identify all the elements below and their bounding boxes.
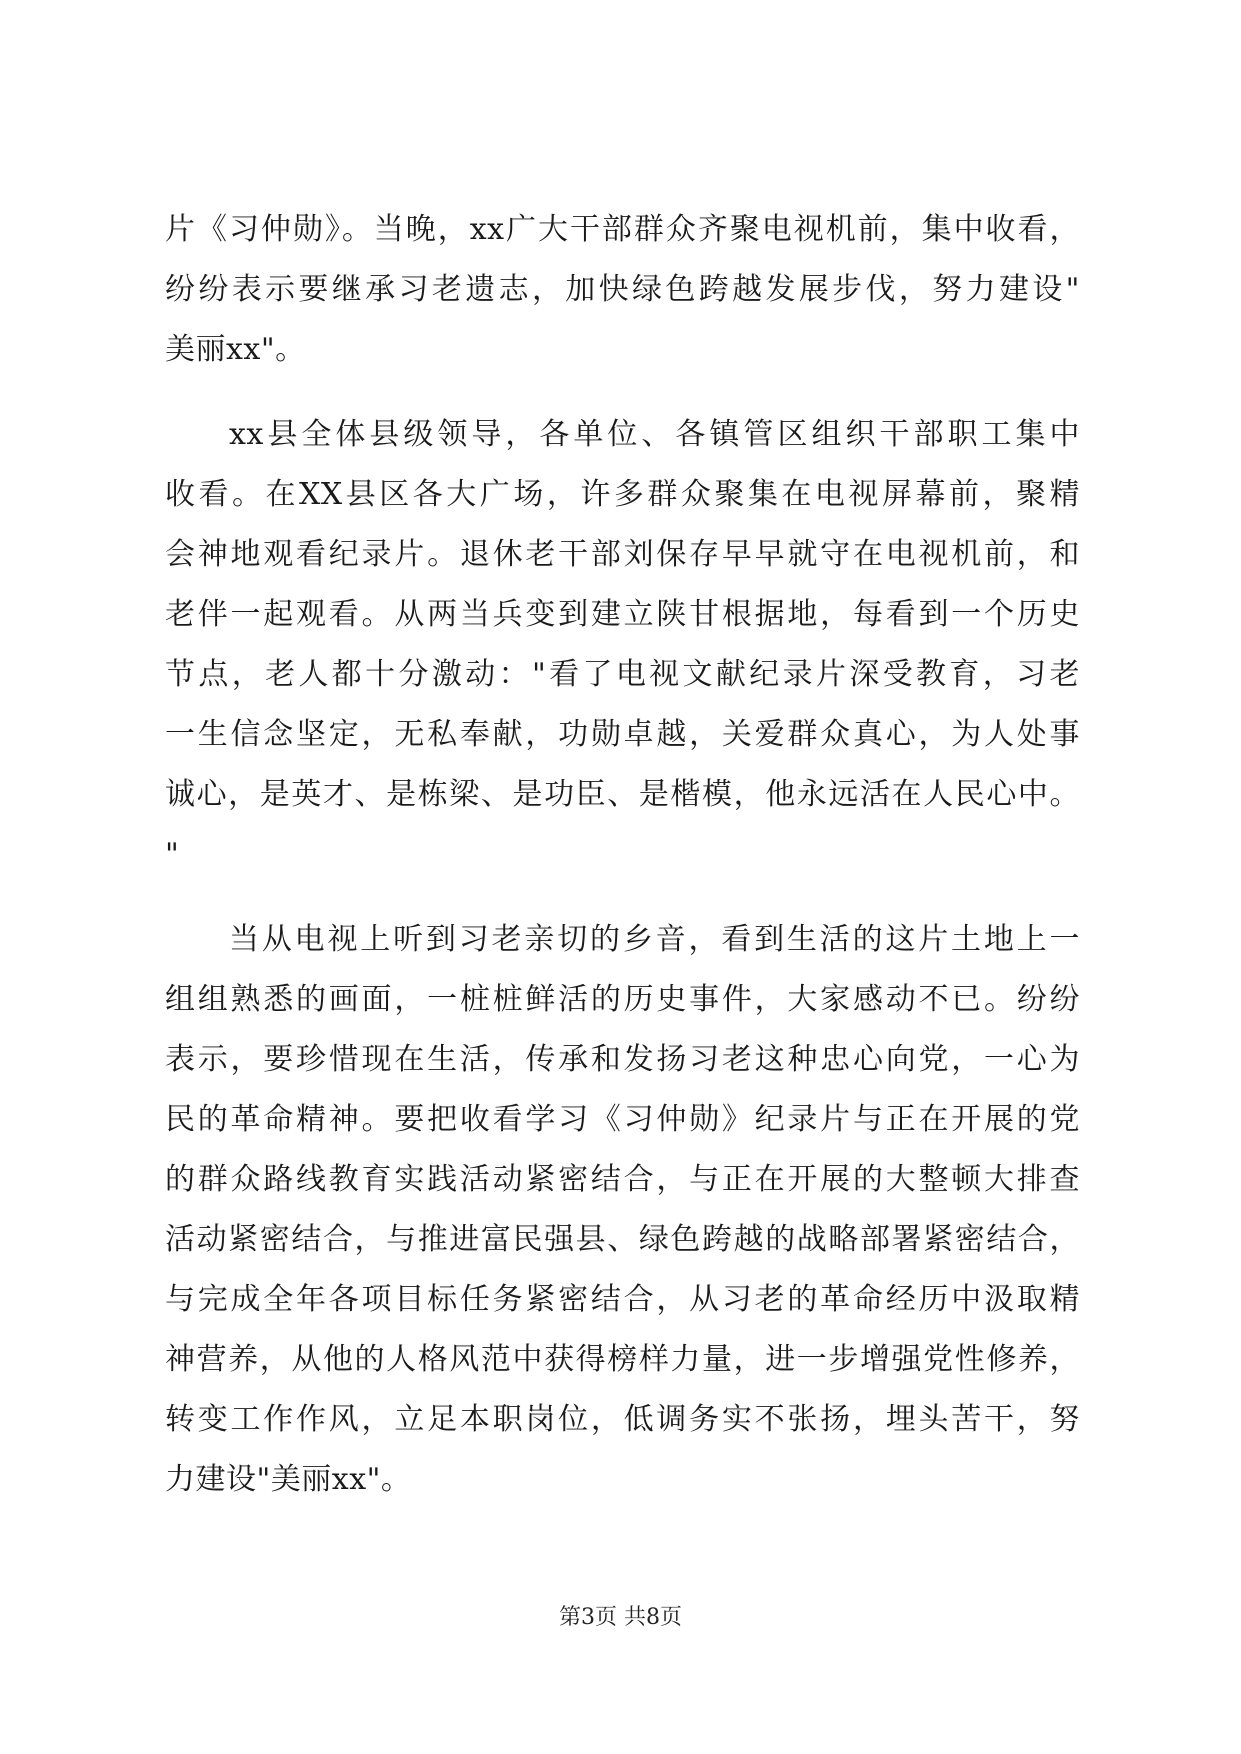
text-line: 纷纷表示要继承习老遗志，加快绿色跨越发展步伐，努力建设": [165, 272, 1080, 307]
text-line: 片《习仲勋》。当晚，xx广大干部群众齐聚电视机前，集中收看，: [165, 212, 1080, 247]
paragraph: [165, 405, 1080, 885]
text-line: xx县全体县级领导，各单位、各镇管区组织干部职工集中: [229, 417, 1080, 452]
text-line: ": [165, 837, 180, 872]
text-line: 当从电视上听到习老亲切的乡音，看到生活的这片土地上一: [229, 922, 1080, 957]
text-line: 会神地观看纪录片。退休老干部刘保存早早就守在电视机前，和: [165, 537, 1080, 572]
text-line: 诚心，是英才、是栋梁、是功臣、是楷模，他永远活在人民心中。: [165, 777, 1080, 812]
text-line: 节点，老人都十分激动："看了电视文献纪录片深受教育，习老: [165, 657, 1080, 692]
text-line: 的群众路线教育实践活动紧密结合，与正在开展的大整顿大排查: [165, 1162, 1080, 1197]
text-line: 民的革命精神。要把收看学习《习仲勋》纪录片与正在开展的党: [165, 1102, 1080, 1137]
text-line: 力建设"美丽xx"。: [165, 1462, 412, 1497]
text-line: 一生信念坚定，无私奉献，功勋卓越，关爱群众真心，为人处事: [165, 717, 1080, 752]
text-line: 转变工作作风，立足本职岗位，低调务实不张扬，埋头苦干，努: [165, 1402, 1080, 1437]
document-body: [165, 200, 1080, 1510]
paragraph: [165, 910, 1080, 1510]
text-line: 神营养，从他的人格风范中获得榜样力量，进一步增强党性修养，: [165, 1342, 1080, 1377]
text-line: 组组熟悉的画面，一桩桩鲜活的历史事件，大家感动不已。纷纷: [165, 982, 1080, 1017]
text-line: 收看。在XX县区各大广场，许多群众聚集在电视屏幕前，聚精: [165, 477, 1080, 512]
page-number-footer: 第3页 共8页: [559, 1605, 682, 1630]
paragraph: [165, 200, 1080, 380]
text-line: 活动紧密结合，与推进富民强县、绿色跨越的战略部署紧密结合，: [165, 1222, 1080, 1257]
text-line: 美丽xx"。: [165, 332, 306, 367]
text-line: 表示，要珍惜现在生活，传承和发扬习老这种忠心向党，一心为: [165, 1042, 1080, 1077]
text-line: 老伴一起观看。从两当兵变到建立陕甘根据地，每看到一个历史: [165, 597, 1080, 632]
text-line: 与完成全年各项目标任务紧密结合，从习老的革命经历中汲取精: [165, 1282, 1080, 1317]
